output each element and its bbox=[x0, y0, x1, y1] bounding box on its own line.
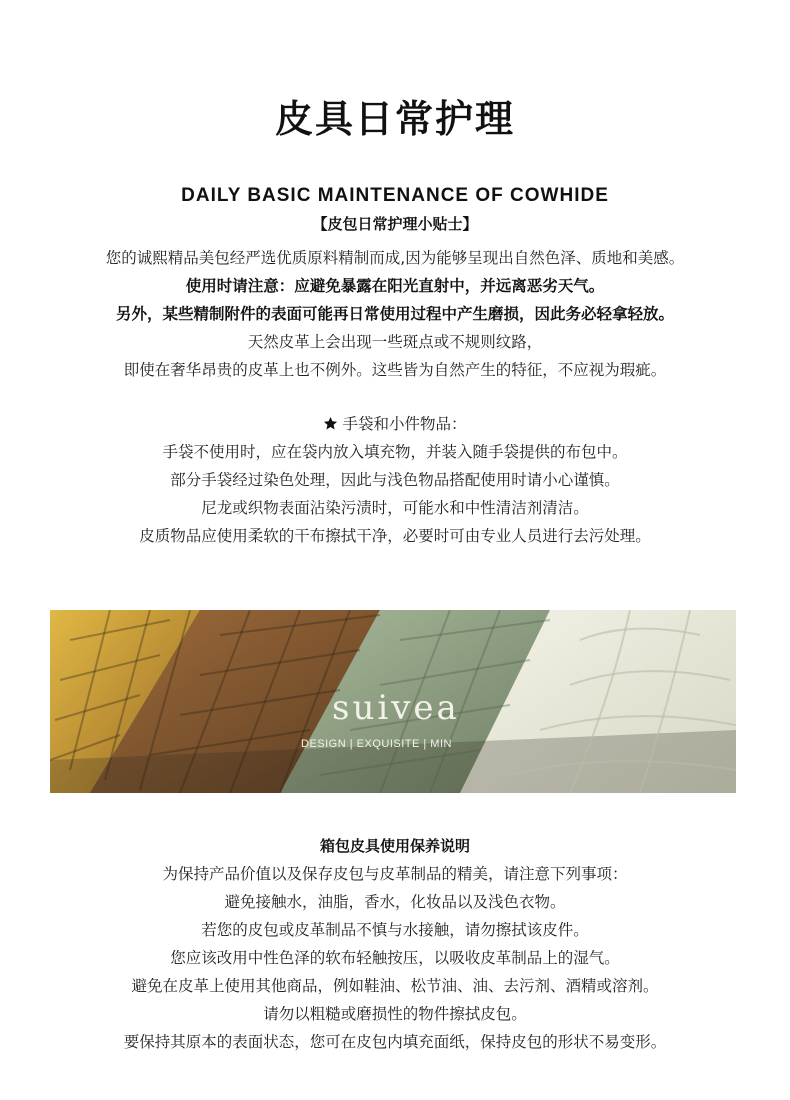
care-line: 要保持其原本的表面状态，您可在皮包内填充面纸，保持皮包的形状不易变形。 bbox=[123, 1033, 667, 1051]
star-icon bbox=[323, 416, 338, 431]
handbag-line: 尼龙或织物表面沾染污渍时，可能水和中性清洁剂清洁。 bbox=[201, 499, 589, 517]
handbag-heading-label: 手袋和小件物品： bbox=[342, 415, 467, 433]
intro-line-bold: 使用时请注意：应避免暴露在阳光直射中，并远离恶劣天气。 bbox=[185, 277, 605, 295]
handbag-section bbox=[0, 410, 790, 550]
handbag-heading bbox=[0, 410, 790, 438]
care-section bbox=[0, 860, 790, 1056]
page-title: 皮具日常护理 bbox=[274, 97, 515, 141]
intro-section bbox=[0, 244, 790, 384]
handbag-line: 皮质物品应使用柔软的干布擦拭干净，必要时可由专业人员进行去污处理。 bbox=[139, 527, 651, 545]
care-line: 请勿以粗糙或磨损性的物件擦拭皮包。 bbox=[263, 1005, 527, 1023]
care-line: 为保持产品价值以及保存皮包与皮革制品的精美，请注意下列事项： bbox=[162, 865, 628, 883]
handbag-line: 部分手袋经过染色处理，因此与浅色物品搭配使用时请小心谨慎。 bbox=[170, 471, 620, 489]
care-line: 避免接触水，油脂，香水，化妆品以及浅色衣物。 bbox=[224, 893, 566, 911]
brand-tagline: DESIGN | EXQUISITE | MIN bbox=[301, 738, 452, 750]
care-title: 箱包皮具使用保养说明 bbox=[319, 837, 470, 855]
care-line: 您应该改用中性色泽的软布轻触按压，以吸收皮革制品上的湿气。 bbox=[170, 949, 620, 967]
handbag-line: 手袋不使用时，应在袋内放入填充物，并装入随手袋提供的布包中。 bbox=[162, 443, 628, 461]
care-line: 若您的皮包或皮革制品不慎与水接触，请勿擦拭该皮件。 bbox=[201, 921, 589, 939]
intro-line: 即使在奢华昂贵的皮革上也不例外。这些皆为自然产生的特征，不应视为瑕疵。 bbox=[123, 361, 667, 379]
intro-line-bold: 另外，某些精制附件的表面可能再日常使用过程中产生磨损，因此务必轻拿轻放。 bbox=[115, 305, 674, 323]
leather-banner-image bbox=[50, 610, 736, 793]
brand-logo: suivea bbox=[332, 688, 460, 728]
intro-line: 天然皮革上会出现一些斑点或不规则纹路， bbox=[247, 333, 543, 351]
intro-line: 您的诚熙精品美包经严选优质原料精制而成,因为能够呈现出自然色泽、质地和美感。 bbox=[105, 249, 685, 267]
care-line: 避免在皮革上使用其他商品，例如鞋油、松节油、油、去污剂、酒精或溶剂。 bbox=[131, 977, 659, 995]
tips-title: 【皮包日常护理小贴士】 bbox=[312, 215, 478, 233]
english-subtitle: DAILY BASIC MAINTENANCE OF COWHIDE bbox=[181, 185, 609, 206]
